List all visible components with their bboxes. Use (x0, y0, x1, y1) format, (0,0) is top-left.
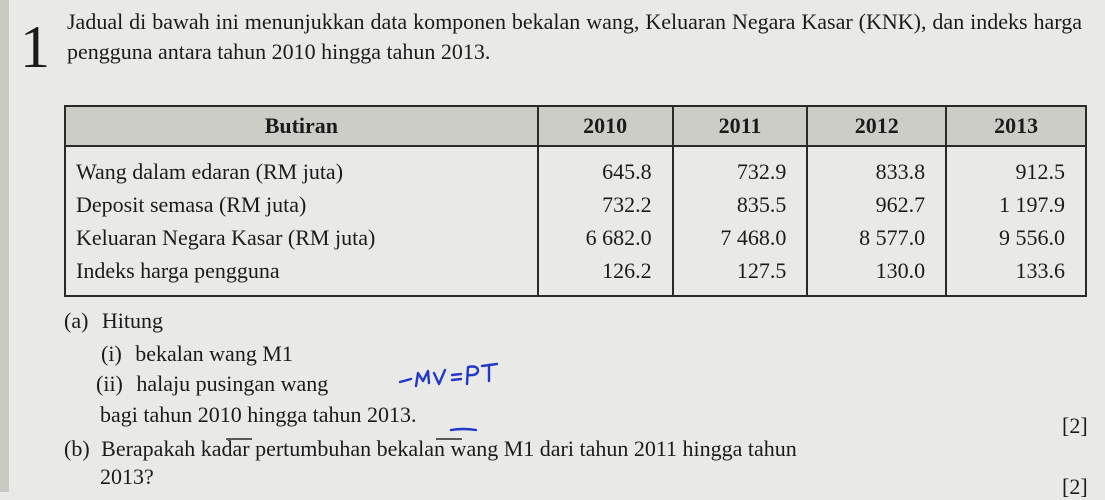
part-b-label: (b) (64, 436, 90, 461)
cell-value: 126.2 (538, 254, 673, 296)
page-edge-strip (0, 0, 9, 492)
part-a-ii-text: halaju pusingan wang (136, 371, 329, 396)
part-a-years-line: bagi tahun 2010 hingga tahun 2013. (100, 402, 417, 427)
overline-mark (224, 436, 254, 442)
cell-value: 962.7 (807, 188, 946, 221)
cell-value: 8 577.0 (807, 221, 946, 254)
part-a-ii-label: (ii) (96, 371, 123, 396)
handwritten-underline (449, 426, 479, 434)
part-a-line (64, 308, 163, 334)
table-row (65, 146, 1086, 188)
part-a-i-text: bekalan wang M1 (135, 341, 293, 366)
data-table (64, 105, 1087, 297)
cell-value: 9 556.0 (946, 221, 1086, 254)
question-intro: Jadual di bawah ini menunjukkan data komponen bekalan wang, Keluaran Negara Kasar (KNK), dan indeks harga pengguna antara tahun 2010 hingga tahun 2013. (67, 9, 1082, 64)
table-row (65, 254, 1086, 296)
row-label: Wang dalam edaran (RM juta) (65, 146, 538, 188)
handwritten-note (398, 355, 513, 395)
cell-value: 645.8 (538, 146, 673, 188)
part-a-text: Hitung (101, 308, 164, 333)
cell-value: 130.0 (807, 254, 946, 296)
row-label: Deposit semasa (RM juta) (65, 188, 538, 221)
part-b-text: Berapakah kadar pertumbuhan bekalan wang M1 dari tahun 2011 hingga tahun (101, 436, 797, 461)
header-year: 2011 (673, 106, 808, 146)
cell-value: 912.5 (946, 146, 1086, 188)
handwritten-note-text: MV=PT (398, 394, 402, 395)
header-year: 2013 (946, 106, 1086, 146)
cell-value: 732.9 (673, 146, 808, 188)
part-b-line-2: 2013? (100, 464, 154, 489)
header-year: 2012 (807, 106, 946, 146)
cell-value: 7 468.0 (673, 221, 808, 254)
part-b-line (64, 436, 797, 462)
header-year: 2010 (538, 106, 673, 146)
row-label: Keluaran Negara Kasar (RM juta) (65, 221, 538, 254)
cell-value: 127.5 (673, 254, 808, 296)
cell-value: 1 197.9 (946, 188, 1086, 221)
part-a-label: (a) (64, 308, 89, 333)
part-b-marks: [2] (1062, 474, 1088, 499)
cell-value: 133.6 (946, 254, 1086, 296)
cell-value: 835.5 (673, 188, 808, 221)
header-butiran: Butiran (65, 106, 538, 146)
cell-value: 833.8 (807, 146, 946, 188)
cell-value: 732.2 (538, 188, 673, 221)
row-label: Indeks harga pengguna (65, 254, 538, 296)
part-a-i-label: (i) (101, 341, 122, 366)
table-row (65, 221, 1086, 254)
overline-mark (434, 436, 464, 442)
part-a-i-line (101, 341, 293, 367)
cell-value: 6 682.0 (538, 221, 673, 254)
question-number: 1 (20, 14, 50, 80)
table-header-row (65, 106, 1086, 146)
table-row (65, 188, 1086, 221)
part-a-ii-line (96, 371, 328, 397)
part-a-marks: [2] (1062, 413, 1088, 438)
